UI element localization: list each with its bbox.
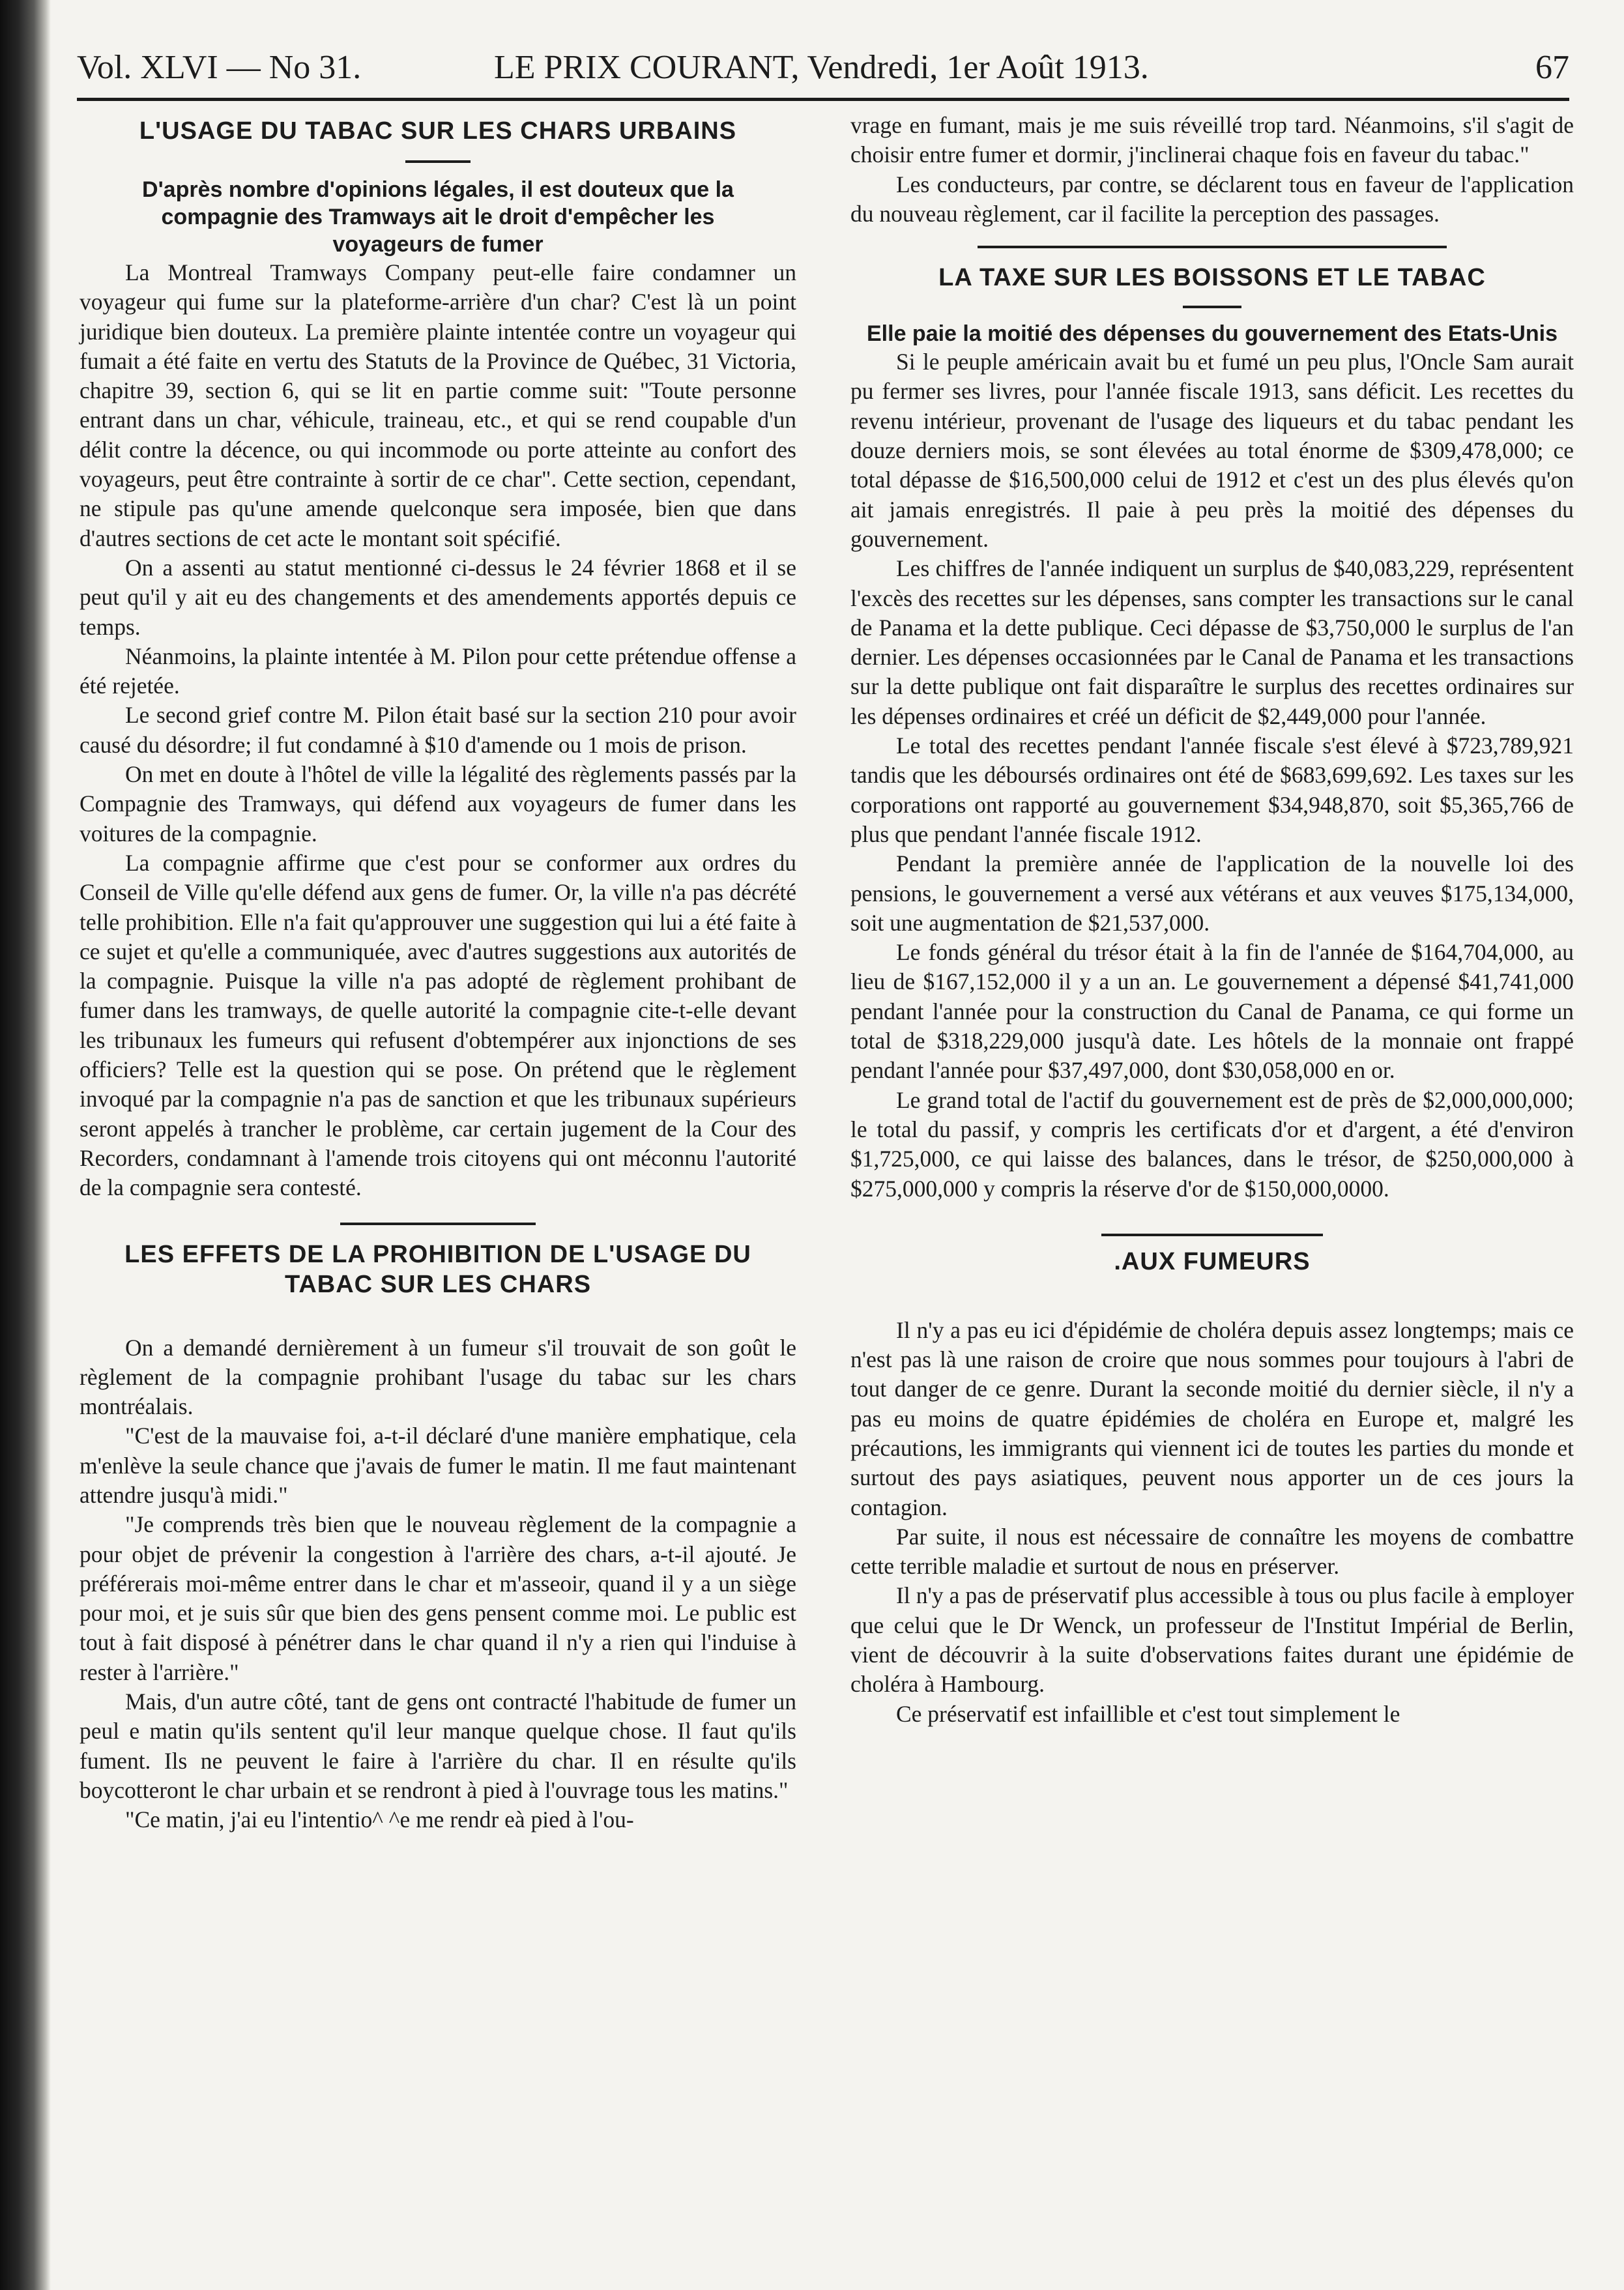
paragraph: La compagnie affirme que c'est pour se conformer aux ordres du Conseil de Ville qu'elle défend aux gens de fumer. Or, la ville n'a pas décrété telle prohibition. Elle n'a fait qu'approuver une suggestion qui lui a été faite à ce sujet et qu'elle a communiquée, avec d'autres suggestions aux autorités de la compagnie. Puisque la ville n'a pas adopté de règlement prohibant de fumer dans les tramways, de quelle autorité la compagnie cite-t-elle devant les tribunaux les fumeurs qui refusent d'obtempérer aux injonctions de ses officiers? Telle est la question qui se pose. On prétend que le règlement invoqué par la compagnie n'a pas de sanction et que les tribunaux supérieurs seront appelés à trancher le problème, car certain jugement de la Cour des Recorders, condamnant à l'amende trois citoyens qui ont méconnu l'autorité de la compagnie sera contesté. — [80, 849, 796, 1201]
paragraph: On met en doute à l'hôtel de ville la légalité des règlements passés par la Compagnie des Tramways, qui défend aux voyageurs de fumer dans les voitures de la compagnie. — [80, 761, 796, 847]
paragraph: Les conducteurs, par contre, se déclarent tous en faveur de l'application du nouveau règlement, car il facilite la perception des passages. — [850, 171, 1574, 227]
article-heading: L'USAGE DU TABAC SUR LES CHARS URBAINS — [139, 117, 737, 145]
article-heading: LA TAXE SUR LES BOISSONS ET LE TABAC — [938, 264, 1486, 292]
article-subheading: D'après nombre d'opinions légales, il est douteux que la compagnie des Tramways ait le droit d'empêcher les voyageurs de fumer — [142, 177, 734, 257]
paragraph: Le total des recettes pendant l'année fiscale s'est élevé à $723,789,921 tandis que les déboursés ordinaires ont été de $683,699,692. Les taxes sur les corporations ont rapporté au gouvernement $34,948,870, soit $5,365,766 de plus que pendant l'année fiscale 1912. — [850, 732, 1574, 847]
volume-number: Vol. XLVI — No 31. — [77, 49, 362, 86]
article-taxe-boissons-tabac — [850, 263, 1574, 1204]
page-binding-edge — [0, 0, 51, 2290]
paragraph: Ce préservatif est infaillible et c'est tout simplement le — [896, 1700, 1400, 1727]
short-rule — [1183, 306, 1241, 308]
paragraph: "Ce matin, j'ai eu l'intentio^ ^e me rendr eà pied à l'ou- — [125, 1806, 634, 1833]
section-rule — [340, 1223, 536, 1225]
header-rule — [77, 98, 1569, 101]
article-aux-fumeurs — [850, 1247, 1574, 1729]
paragraph: Le grand total de l'actif du gouvernement est de près de $2,000,000,000; le total du passif, y compris les certificats d'or et d'argent, a été d'environ $1,725,000, ce qui laisse des balances, dans le trésor, de $250,000,000 à $275,000,000 y compris la réserve d'or de $150,000,0000. — [850, 1086, 1574, 1202]
right-column — [850, 111, 1574, 1729]
article-subheading: Elle paie la moitié des dépenses du gouvernement des Etats-Unis — [867, 321, 1558, 347]
section-rule — [1101, 1234, 1323, 1236]
article-tabac-chars-urbains — [80, 116, 796, 1203]
paragraph: "Je comprends très bien que le nouveau règlement de la compagnie a pour objet de prévenir la congestion à l'arrière des chars, a-t-il ajouté. Je préférerais moi-même entrer dans le char et m'asseoir, quand il y a un siège pour moi, et je suis sûr que bien des gens pensent comme moi. Le public est tout à fait disposé à pénétrer dans le char quand il n'y a rien qui l'induise à rester à l'arrière." — [80, 1511, 796, 1685]
paragraph: "C'est de la mauvaise foi, a-t-il déclaré d'une manière emphatique, cela m'enlève la seule chance que j'avais de fumer le matin. Il me faut maintenant attendre jusqu'à midi." — [80, 1423, 796, 1508]
paragraph: Le second grief contre M. Pilon était basé sur la section 210 pour avoir causé du désordre; il fut condamné à $10 d'amende ou 1 mois de prison. — [80, 702, 796, 758]
paragraph: On a demandé dernièrement à un fumeur s'il trouvait de son goût le règlement de la compagnie prohibant l'usage du tabac sur les chars montréalais. — [80, 1334, 796, 1420]
paragraph: On a assenti au statut mentionné ci-dessus le 24 février 1868 et il se peut qu'il y ait eu des changements et des amendements apportés depuis ce temps. — [80, 554, 796, 640]
article-heading: LES EFFETS DE LA PROHIBITION DE L'USAGE DU TABAC SUR LES CHARS — [124, 1240, 751, 1298]
page-number: 67 — [1535, 49, 1569, 86]
short-rule — [405, 160, 471, 163]
paragraph: La Montreal Tramways Company peut-elle faire condamner un voyageur qui fume sur la plateforme-arrière d'un char? C'est là un point juridique bien douteux. La première plainte intentée contre un voyageur qui fumait a été faite en vertu des Statuts de la Province de Québec, 31 Victoria, chapitre 39, section 6, qui se lit en partie comme suit: "Toute personne entrant dans un char, véhicule, traineau, etc., et qui se rend coupable d'un délit contre la décence, ou qui incommode ou porte atteinte au confort des voyageurs, peut être contrainte à sortir de ce char". Cette section, cependant, ne stipule pas qu'une amende quelconque sera imposée, bien que dans d'autres sections de cet acte le montant soit spécifié. — [80, 259, 796, 551]
section-rule — [978, 246, 1447, 248]
publication-title: LE PRIX COURANT, Vendredi, 1er Août 1913. — [494, 49, 1149, 86]
paragraph: Le fonds général du trésor était à la fin de l'année de $164,704,000, au lieu de $167,152,000 il y a un an. Le gouvernement a dépensé $41,741,000 pendant l'année pour la construction du Canal de Panama, ce qui forme un total de $318,229,000 jusqu'à date. Les hôtels de la monnaie ont frappé pendant l'année pour $37,497,000, dont $30,058,000 en or. — [850, 939, 1574, 1084]
article-effets-prohibition — [80, 1239, 796, 1835]
paragraph: vrage en fumant, mais je me suis réveillé trop tard. Néanmoins, s'il s'agit de choisir entre fumer et dormir, j'inclinerai chaque fois en faveur du tabac." — [850, 112, 1574, 168]
paragraph: Mais, d'un autre côté, tant de gens ont contracté l'habitude de fumer un peul e matin qu'ils sentent qu'il leur manque quelque chose. Il faut qu'ils fument. Ils ne peuvent le faire à l'arrière du char. Il en résulte qu'ils boycotteront le char urbain et se rendront à pied à l'ouvrage tous les matins." — [80, 1689, 796, 1803]
paragraph: Il n'y a pas de préservatif plus accessible à tous ou plus facile à employer que celui que le Dr Wenck, un professeur de l'Institut Impérial de Berlin, vient de découvrir à la suite d'observations faites durant une épidémie de choléra à Hambourg. — [850, 1582, 1574, 1698]
paragraph: Si le peuple américain avait bu et fumé un peu plus, l'Oncle Sam aurait pu fermer ses livres, pour l'année fiscale 1913, sans déficit. Les recettes du revenu intérieur, provenant de l'usage des liqueurs et du tabac pendant les douze derniers mois, se sont élevées au total énorme de $309,478,000; ce total dépasse de $16,500,000 celui de 1912 et c'est un des plus élevés qu'on ait jamais enregistrés. Il paie à peu près la moitié des dépenses du gouvernement. — [850, 349, 1574, 552]
article-continuation — [850, 111, 1574, 229]
article-heading: .AUX FUMEURS — [1114, 1247, 1311, 1275]
paragraph: Néanmoins, la plainte intentée à M. Pilon pour cette prétendue offense a été rejetée. — [80, 643, 796, 699]
paragraph: Les chiffres de l'année indiquent un surplus de $40,083,229, représentent l'excès des recettes sur les dépenses, sans compter les transactions sur le canal de Panama et la dette publique. Ceci dépasse de $3,750,000 le surplus de l'an dernier. Les dépenses occasionnées par le Canal de Panama et les transactions sur la dette publique ont fait disparaître le surplus des recettes ordinaires sur les dépenses ordinaires et créé un déficit de $2,449,000 pour l'année. — [850, 555, 1574, 729]
running-header — [77, 40, 1569, 95]
paragraph: Il n'y a pas eu ici d'épidémie de choléra depuis assez longtemps; mais ce n'est pas là une raison de croire que nous sommes pour toujours à l'abri de tout danger de ce genre. Durant la seconde moitié du dernier siècle, il n'y a pas eu moins de quatre épidémies de choléra en Europe et, malgré les précautions, les immigrants qui viennent ici de toutes les parties du monde et surtout des pays asiatiques, peuvent nous apporter un de ces jours la contagion. — [850, 1316, 1574, 1520]
paragraph: Par suite, il nous est nécessaire de connaître les moyens de combattre cette terrible maladie et surtout de nous en préserver. — [850, 1523, 1574, 1580]
left-column — [80, 111, 796, 1835]
paragraph: Pendant la première année de l'application de la nouvelle loi des pensions, le gouvernement a versé aux vétérans et aux veuves $175,134,000, soit une augmentation de $21,537,000. — [850, 850, 1574, 936]
